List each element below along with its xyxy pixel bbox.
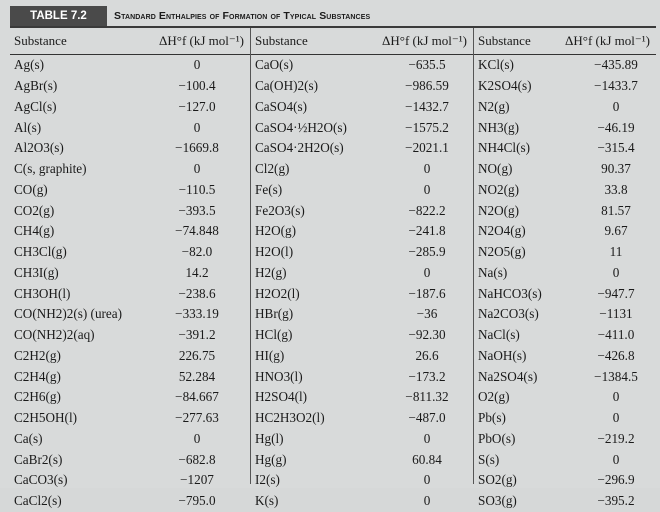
enthalpy-value-cell: −395.2	[597, 493, 635, 509]
table-row	[251, 97, 473, 118]
table-row	[251, 346, 473, 367]
substance-cell: CaO(s)	[255, 57, 294, 73]
table-row	[474, 97, 656, 118]
substance-cell: HI(g)	[255, 347, 285, 363]
enthalpy-value-cell: 0	[193, 161, 201, 177]
substance-cell: AgCl(s)	[14, 98, 57, 114]
enthalpy-value-cell: 33.8	[604, 181, 628, 197]
enthalpy-value-cell: 0	[423, 264, 431, 280]
substance-cell: CaBr2(s)	[14, 451, 63, 467]
enthalpy-value-cell: −74.848	[175, 223, 219, 239]
table-row	[474, 159, 656, 180]
enthalpy-value-cell: −241.8	[408, 223, 446, 239]
column-rows	[10, 55, 250, 512]
table-row	[10, 283, 250, 304]
substance-cell: O2(g)	[478, 389, 510, 405]
table-row	[251, 387, 473, 408]
enthalpy-value-cell: 14.2	[185, 264, 209, 280]
enthalpy-value-cell: 0	[193, 57, 201, 73]
table-row	[10, 180, 250, 201]
enthalpy-value-cell: −333.19	[175, 306, 219, 322]
enthalpy-value-cell: 0	[612, 451, 620, 467]
table-column-3	[474, 28, 656, 509]
enthalpy-value-cell: −393.5	[178, 202, 216, 218]
substance-cell: N2(g)	[478, 98, 510, 114]
table-row	[474, 180, 656, 201]
enthalpy-value-cell: −1384.5	[594, 368, 638, 384]
substance-cell: H2O2(l)	[255, 285, 300, 301]
table-row	[474, 304, 656, 325]
table-row	[10, 221, 250, 242]
substance-cell: S(s)	[478, 451, 500, 467]
table-row	[251, 117, 473, 138]
substance-cell: Na2CO3(s)	[478, 306, 539, 322]
table-row	[10, 117, 250, 138]
enthalpy-value-cell: −682.8	[178, 451, 216, 467]
substance-cell: K(s)	[255, 493, 279, 509]
enthalpy-value-cell: −92.30	[408, 327, 446, 343]
substance-cell: C2H4(g)	[14, 368, 61, 384]
substance-cell: Pb(s)	[478, 410, 506, 426]
enthalpy-value-cell: 0	[193, 430, 201, 446]
table-row	[251, 491, 473, 512]
enthalpy-header: ΔH°f (kJ mol⁻¹)	[159, 33, 244, 48]
enthalpy-value-cell: 26.6	[415, 347, 439, 363]
substance-cell: CaCl2(s)	[14, 493, 62, 509]
substance-cell: I2(s)	[255, 472, 280, 488]
column-header	[474, 28, 656, 55]
substance-cell: Al2O3(s)	[14, 140, 64, 156]
substance-cell: Ag(s)	[14, 57, 45, 73]
table-row	[10, 76, 250, 97]
enthalpy-value-cell: −296.9	[597, 472, 635, 488]
substance-cell: CO(NH2)2(s) (urea)	[14, 306, 123, 322]
substance-cell: N2O5(g)	[478, 244, 526, 260]
substance-cell: SO2(g)	[478, 472, 517, 488]
table-row	[474, 408, 656, 429]
table-row	[251, 304, 473, 325]
enthalpy-header: ΔH°f (kJ mol⁻¹)	[565, 33, 650, 48]
table-row	[251, 138, 473, 159]
substance-cell: CH3Cl(g)	[14, 244, 67, 260]
enthalpy-value-cell: −795.0	[178, 493, 216, 509]
enthalpy-value-cell: 0	[612, 264, 620, 280]
table-title-bar	[10, 6, 656, 28]
enthalpy-value-cell: −219.2	[597, 430, 635, 446]
substance-cell: H2SO4(l)	[255, 389, 308, 405]
substance-cell: AgBr(s)	[14, 78, 58, 94]
enthalpy-value-cell: −426.8	[597, 347, 635, 363]
substance-cell: N2O(g)	[478, 202, 520, 218]
table-row	[474, 200, 656, 221]
enthalpy-value-cell: 81.57	[601, 202, 631, 218]
substance-cell: Fe(s)	[255, 181, 283, 197]
substance-cell: CaSO4·½H2O(s)	[255, 119, 347, 135]
table-caption: Standard Enthalpies of Formation of Typical Substances	[114, 10, 371, 22]
enthalpy-value-cell: −435.89	[594, 57, 638, 73]
enthalpy-value-cell: 0	[423, 181, 431, 197]
enthalpy-value-cell: −46.19	[597, 119, 635, 135]
table-row	[251, 55, 473, 76]
table-row	[251, 242, 473, 263]
table-row	[474, 242, 656, 263]
substance-cell: Ca(OH)2(s)	[255, 78, 318, 94]
substance-cell: NO(g)	[478, 161, 513, 177]
enthalpy-value-cell: 0	[423, 430, 431, 446]
table-row	[474, 283, 656, 304]
substance-cell: NH4Cl(s)	[478, 140, 531, 156]
substance-cell: K2SO4(s)	[478, 78, 532, 94]
table-row	[474, 346, 656, 367]
substance-cell: Al(s)	[14, 119, 42, 135]
substance-cell: HCl(g)	[255, 327, 293, 343]
enthalpy-value-cell: 60.84	[412, 451, 442, 467]
table-number-label: TABLE 7.2	[10, 6, 107, 26]
table-row	[474, 76, 656, 97]
enthalpy-value-cell: −487.0	[408, 410, 446, 426]
table-row	[251, 159, 473, 180]
enthalpy-value-cell: −947.7	[597, 285, 635, 301]
substance-cell: CaSO4(s)	[255, 98, 308, 114]
column-header	[10, 28, 250, 55]
enthalpy-value-cell: 0	[423, 472, 431, 488]
table-row	[10, 408, 250, 429]
substance-cell: Fe2O3(s)	[255, 202, 305, 218]
substance-cell: NaOH(s)	[478, 347, 527, 363]
table-row	[251, 283, 473, 304]
substance-cell: CaSO4·2H2O(s)	[255, 140, 344, 156]
table-row	[251, 180, 473, 201]
enthalpy-value-cell: −84.667	[175, 389, 219, 405]
substance-cell: Na2SO4(s)	[478, 368, 538, 384]
enthalpy-value-cell: −82.0	[181, 244, 213, 260]
substance-cell: N2O4(g)	[478, 223, 526, 239]
table-row	[251, 449, 473, 470]
enthalpy-value-cell: 90.37	[601, 161, 631, 177]
substance-cell: C2H2(g)	[14, 347, 61, 363]
enthalpy-value-cell: −1575.2	[405, 119, 449, 135]
substance-cell: CO2(g)	[14, 202, 55, 218]
substance-cell: HNO3(l)	[255, 368, 303, 384]
substance-header: Substance	[478, 33, 531, 48]
table-row	[474, 138, 656, 159]
enthalpy-value-cell: −811.32	[405, 389, 449, 405]
substance-cell: NO2(g)	[478, 181, 520, 197]
enthalpy-value-cell: 0	[612, 410, 620, 426]
table-row	[10, 97, 250, 118]
substance-cell: CH3OH(l)	[14, 285, 71, 301]
enthalpy-value-cell: −1131	[599, 306, 633, 322]
enthalpy-value-cell: −127.0	[178, 98, 216, 114]
enthalpy-value-cell: −411.0	[597, 327, 635, 343]
substance-cell: Cl2(g)	[255, 161, 290, 177]
enthalpy-value-cell: −391.2	[178, 327, 216, 343]
table-row	[474, 221, 656, 242]
enthalpy-table	[10, 28, 656, 509]
substance-cell: CO(NH2)2(aq)	[14, 327, 95, 343]
table-row	[10, 200, 250, 221]
substance-cell: Ca(s)	[14, 430, 43, 446]
enthalpy-value-cell: −187.6	[408, 285, 446, 301]
table-row	[10, 366, 250, 387]
enthalpy-value-cell: 0	[423, 493, 431, 509]
substance-cell: H2(g)	[255, 264, 287, 280]
table-row	[474, 263, 656, 284]
enthalpy-value-cell: −173.2	[408, 368, 446, 384]
table-row	[251, 263, 473, 284]
column-rows	[474, 55, 656, 512]
enthalpy-header: ΔH°f (kJ mol⁻¹)	[382, 33, 467, 48]
table-row	[474, 491, 656, 512]
enthalpy-value-cell: −635.5	[408, 57, 446, 73]
substance-cell: HBr(g)	[255, 306, 294, 322]
table-row	[474, 55, 656, 76]
column-rows	[251, 55, 473, 512]
substance-cell: HC2H3O2(l)	[255, 410, 325, 426]
table-row	[10, 138, 250, 159]
substance-cell: Hg(g)	[255, 451, 287, 467]
enthalpy-value-cell: −1433.7	[594, 78, 638, 94]
substance-cell: CH3I(g)	[14, 264, 59, 280]
substance-cell: Hg(l)	[255, 430, 284, 446]
substance-cell: NaCl(s)	[478, 327, 520, 343]
substance-cell: C2H6(g)	[14, 389, 61, 405]
enthalpy-value-cell: −1207	[180, 472, 214, 488]
enthalpy-value-cell: 0	[612, 98, 620, 114]
table-row	[251, 408, 473, 429]
table-row	[474, 325, 656, 346]
enthalpy-value-cell: −1432.7	[405, 98, 449, 114]
enthalpy-value-cell: 9.67	[604, 223, 628, 239]
table-row	[474, 429, 656, 450]
substance-cell: NaHCO3(s)	[478, 285, 542, 301]
enthalpy-value-cell: 52.284	[178, 368, 216, 384]
table-row	[474, 366, 656, 387]
table-row	[10, 263, 250, 284]
enthalpy-value-cell: 0	[612, 389, 620, 405]
enthalpy-value-cell: 0	[423, 161, 431, 177]
enthalpy-value-cell: −822.2	[408, 202, 446, 218]
substance-cell: CO(g)	[14, 181, 48, 197]
substance-header: Substance	[255, 33, 308, 48]
enthalpy-value-cell: −100.4	[178, 78, 216, 94]
table-row	[251, 76, 473, 97]
enthalpy-value-cell: −1669.8	[175, 140, 219, 156]
substance-cell: NH3(g)	[478, 119, 520, 135]
table-row	[251, 429, 473, 450]
substance-cell: PbO(s)	[478, 430, 516, 446]
table-row	[251, 325, 473, 346]
substance-cell: KCl(s)	[478, 57, 514, 73]
substance-header: Substance	[14, 33, 67, 48]
substance-cell: SO3(g)	[478, 493, 517, 509]
table-row	[10, 449, 250, 470]
enthalpy-value-cell: 226.75	[178, 347, 216, 363]
substance-cell: C2H5OH(l)	[14, 410, 78, 426]
table-column-2	[251, 28, 474, 509]
enthalpy-value-cell: −277.63	[175, 410, 219, 426]
table-row	[474, 387, 656, 408]
table-column-1	[10, 28, 251, 509]
enthalpy-value-cell: −315.4	[597, 140, 635, 156]
substance-cell: CH4(g)	[14, 223, 55, 239]
table-row	[10, 491, 250, 512]
table-row	[474, 449, 656, 470]
table-row	[251, 200, 473, 221]
enthalpy-value-cell: −986.59	[405, 78, 449, 94]
table-row	[251, 221, 473, 242]
substance-cell: CaCO3(s)	[14, 472, 68, 488]
substance-cell: Na(s)	[478, 264, 508, 280]
table-row	[10, 346, 250, 367]
enthalpy-value-cell: −238.6	[178, 285, 216, 301]
table-row	[10, 387, 250, 408]
enthalpy-value-cell: −110.5	[178, 181, 216, 197]
table-row	[10, 159, 250, 180]
enthalpy-value-cell: 11	[609, 244, 623, 260]
table-row	[10, 55, 250, 76]
enthalpy-value-cell: −285.9	[408, 244, 446, 260]
enthalpy-value-cell: −36	[416, 306, 438, 322]
table-row	[10, 429, 250, 450]
column-header	[251, 28, 473, 55]
enthalpy-value-cell: −2021.1	[405, 140, 449, 156]
table-row	[251, 366, 473, 387]
table-row	[10, 304, 250, 325]
table-row	[10, 325, 250, 346]
table-row	[10, 242, 250, 263]
substance-cell: H2O(g)	[255, 223, 297, 239]
substance-cell: C(s, graphite)	[14, 161, 87, 177]
substance-cell: H2O(l)	[255, 244, 294, 260]
table-row	[474, 117, 656, 138]
enthalpy-value-cell: 0	[193, 119, 201, 135]
